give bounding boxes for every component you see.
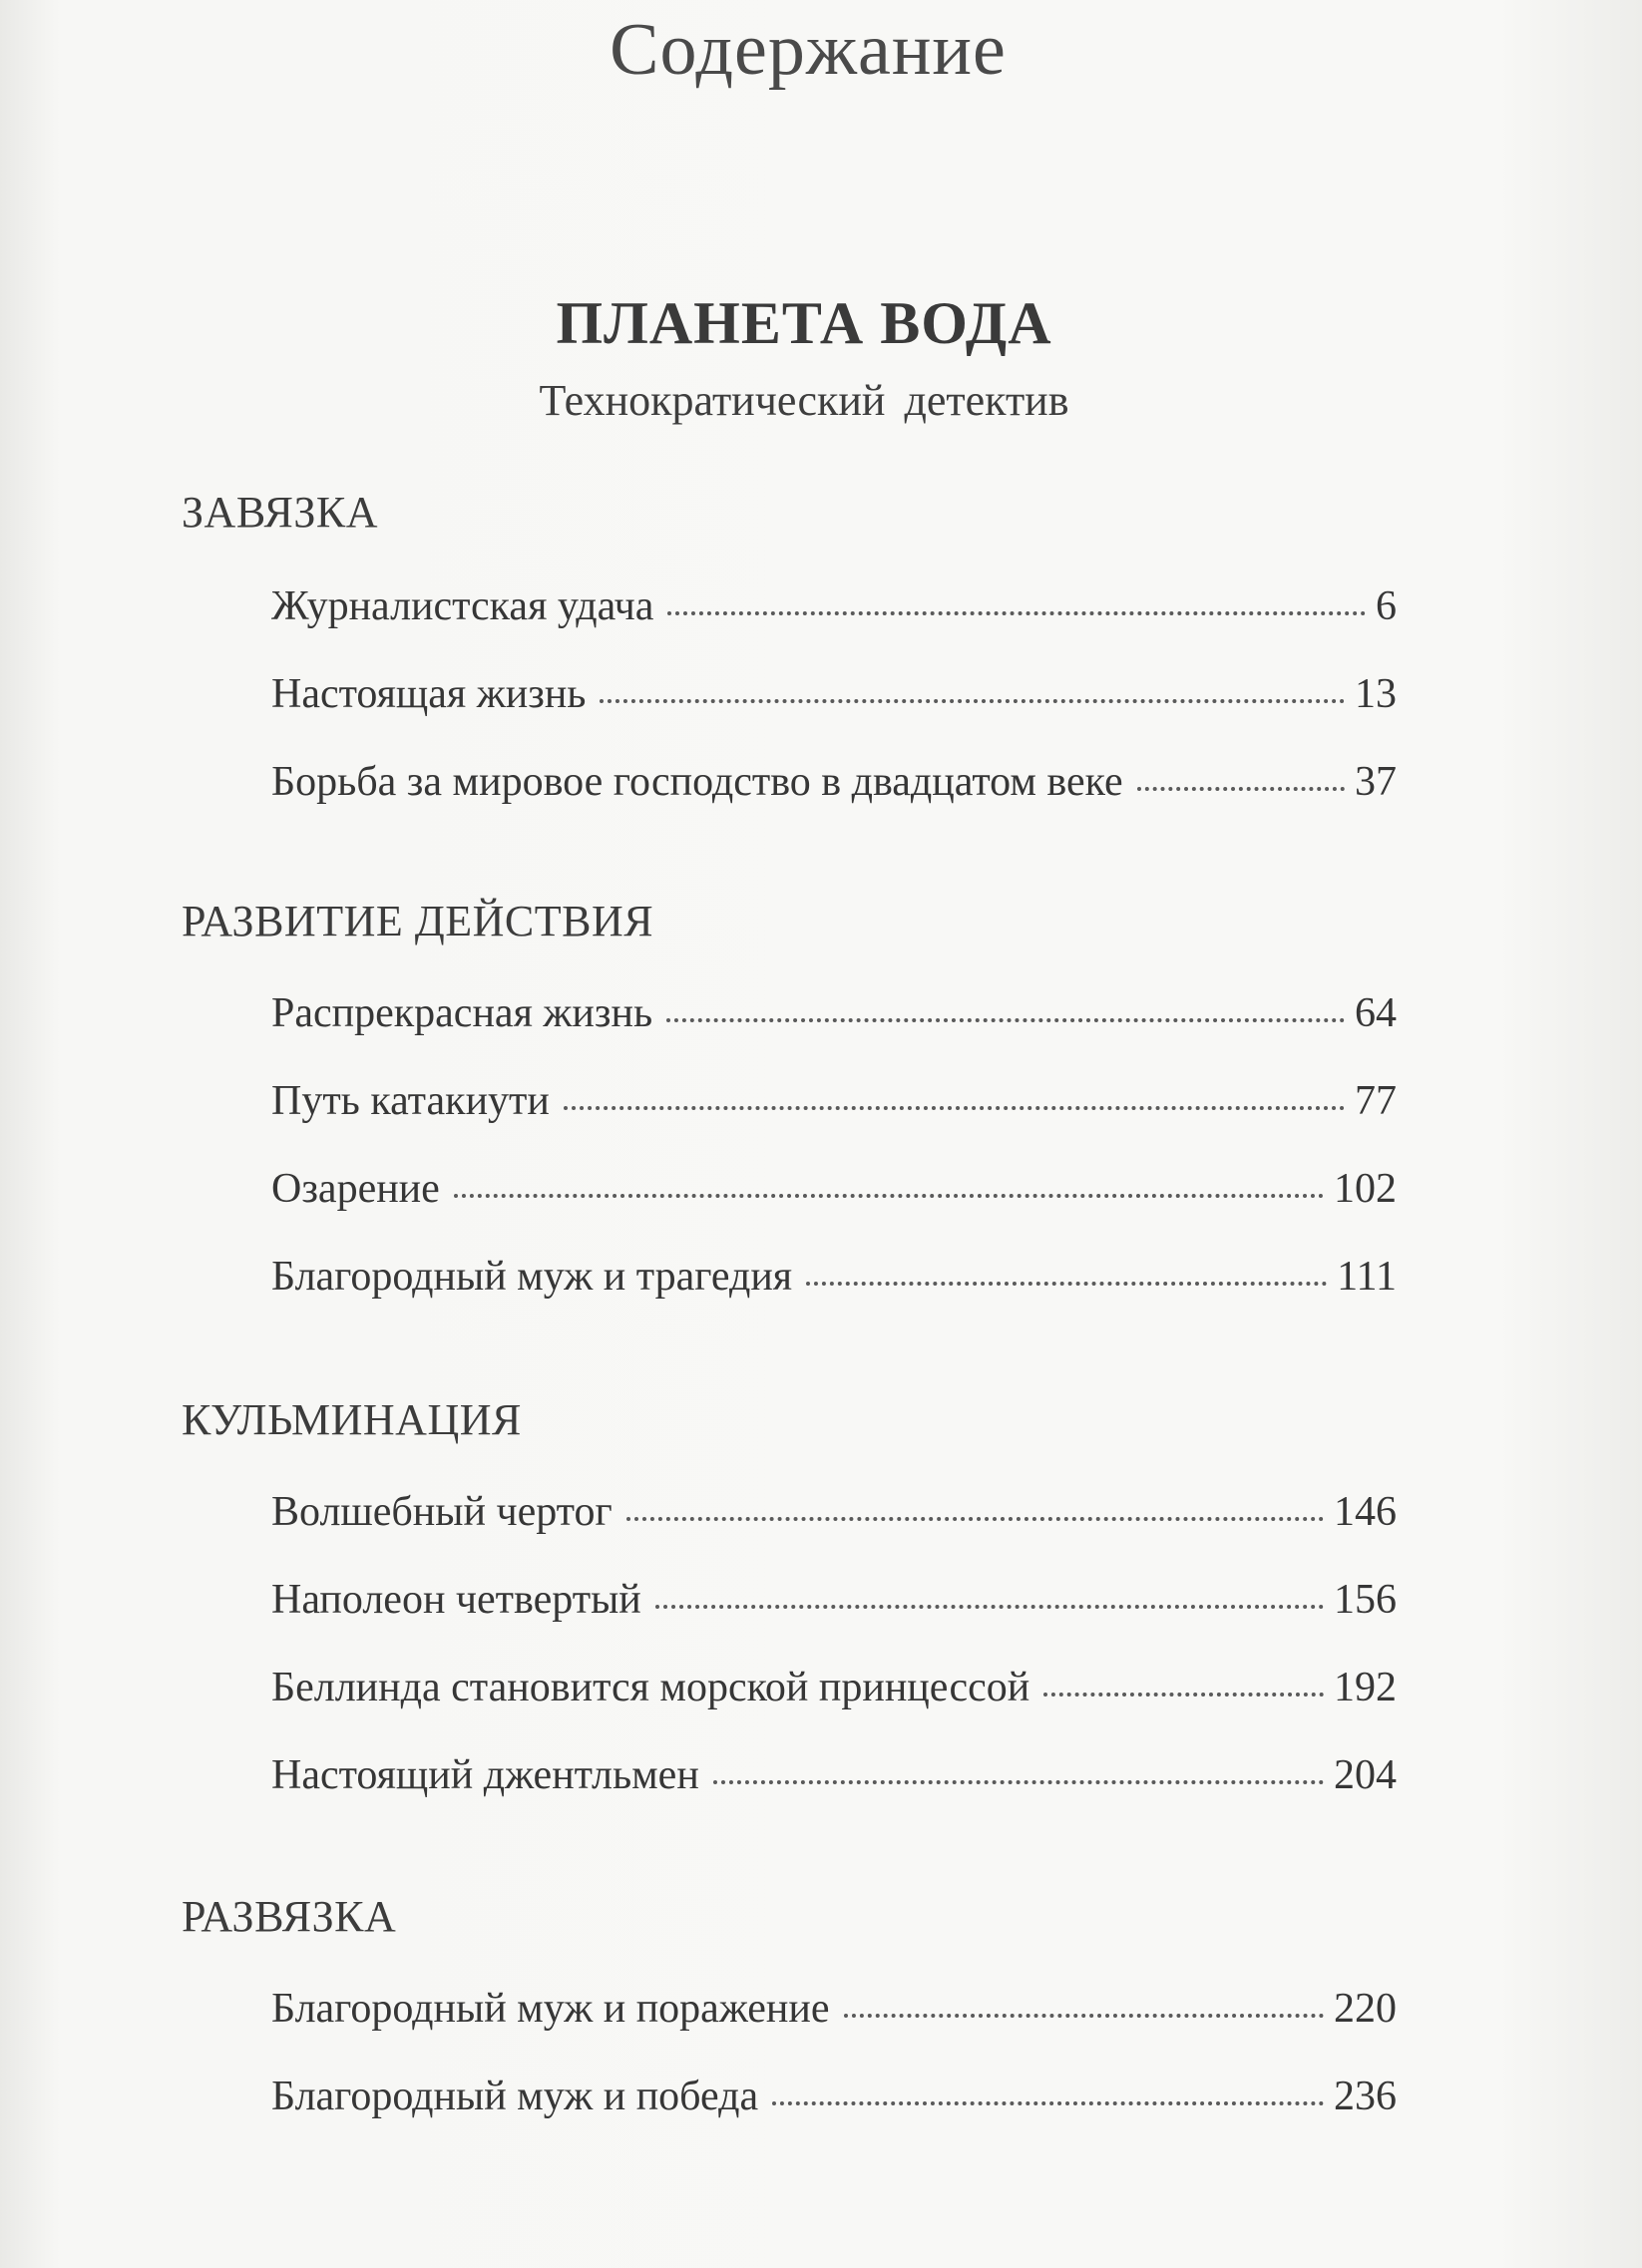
toc-entry-title: Благородный муж и победа — [271, 2074, 759, 2119]
section-title-razvyazka: РАЗВЯЗКА — [182, 1892, 397, 1941]
toc-entry-page: 146 — [1334, 1489, 1397, 1535]
toc-entry[interactable] — [271, 1751, 1397, 1807]
section-title-zavyazka: ЗАВЯЗКА — [182, 488, 378, 537]
toc-entry-page: 6 — [1376, 583, 1397, 629]
dot-leader — [655, 1604, 1324, 1609]
dot-leader — [600, 698, 1345, 703]
toc-entry-title: Беллинда становится морской принцессой — [271, 1665, 1030, 1710]
dot-leader — [1043, 1692, 1324, 1697]
toc-entry[interactable] — [271, 989, 1397, 1045]
toc-entry[interactable] — [271, 1985, 1397, 2041]
dot-leader — [844, 2013, 1324, 2018]
toc-entry-title: Благородный муж и поражение — [271, 1986, 830, 2032]
toc-entry-title: Волшебный чертог — [271, 1489, 613, 1535]
toc-entry-page: 156 — [1334, 1577, 1397, 1623]
toc-entry-page: 37 — [1355, 759, 1397, 805]
book-title: ПЛАНЕТА ВОДА — [556, 290, 1052, 356]
dot-leader — [626, 1516, 1324, 1521]
dot-leader — [1137, 786, 1345, 791]
toc-entry-page: 220 — [1334, 1986, 1397, 2032]
toc-entry-title: Наполеон четвертый — [271, 1577, 641, 1623]
section-title-kulminatsiya: КУЛЬМИНАЦИЯ — [182, 1395, 522, 1444]
toc-entry[interactable] — [271, 1077, 1397, 1133]
dot-leader — [667, 610, 1366, 615]
toc-entry-title: Настоящий джентльмен — [271, 1752, 699, 1798]
toc-entry-page: 13 — [1355, 671, 1397, 717]
dot-leader — [454, 1193, 1324, 1198]
toc-entry[interactable] — [271, 1488, 1397, 1544]
book-subtitle: Технократический детектив — [539, 376, 1069, 425]
dot-leader — [713, 1779, 1324, 1784]
toc-entry-title: Озарение — [271, 1166, 440, 1212]
dot-leader — [806, 1281, 1327, 1286]
toc-entry-title: Журналистская удача — [271, 583, 654, 629]
toc-entry-page: 77 — [1355, 1078, 1397, 1124]
toc-entry-page: 236 — [1334, 2074, 1397, 2119]
toc-entry[interactable] — [271, 1576, 1397, 1632]
page-title: Содержание — [610, 9, 1007, 91]
toc-entry-page: 102 — [1334, 1166, 1397, 1212]
toc-entry-title: Настоящая жизнь — [271, 671, 587, 717]
toc-entry[interactable] — [271, 582, 1397, 638]
toc-entry[interactable] — [271, 1253, 1397, 1309]
toc-entry[interactable] — [271, 2073, 1397, 2128]
toc-entry[interactable] — [271, 670, 1397, 726]
toc-entry-title: Распрекрасная жизнь — [271, 990, 653, 1036]
toc-entry-page: 192 — [1334, 1665, 1397, 1710]
toc-entry-page: 111 — [1337, 1254, 1397, 1300]
dot-leader — [666, 1017, 1345, 1022]
toc-entry-page: 204 — [1334, 1752, 1397, 1798]
dot-leader — [772, 2100, 1324, 2105]
section-title-razvitie-deystviya: РАЗВИТИЕ ДЕЙСТВИЯ — [182, 897, 654, 945]
toc-entry[interactable] — [271, 1165, 1397, 1221]
toc-entry[interactable] — [271, 758, 1397, 814]
dot-leader — [564, 1105, 1345, 1110]
toc-entry-title: Борьба за мировое господство в двадцатом веке — [271, 759, 1123, 805]
toc-entry-title: Путь катакиути — [271, 1078, 550, 1124]
toc-entry[interactable] — [271, 1664, 1397, 1719]
toc-entry-page: 64 — [1355, 990, 1397, 1036]
toc-entry-title: Благородный муж и трагедия — [271, 1254, 793, 1300]
